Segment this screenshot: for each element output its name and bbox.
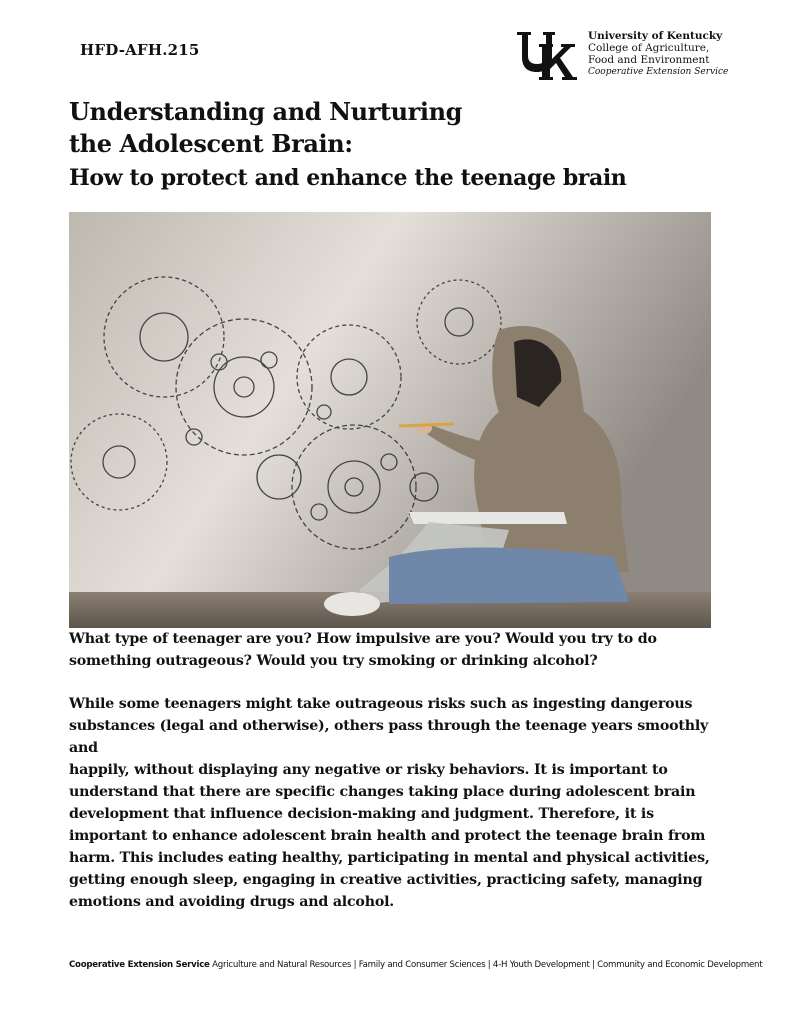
hero-photo (69, 212, 711, 628)
title-line-1: Understanding and Nurturing (69, 97, 463, 126)
intro-line: something outrageous? Would you try smoking or drinking alcohol? (69, 653, 598, 669)
footer-lead: Cooperative Extension Service (69, 960, 210, 970)
body-line: harm. This includes eating healthy, participating in mental and physical activities, (69, 850, 710, 866)
college-name (588, 30, 728, 78)
body-line: development that influence decision-making and judgment. Therefore, it is (69, 806, 654, 822)
body-paragraph (69, 693, 731, 913)
body-line: happily, without displaying any negative or risky behaviors. It is important to (69, 762, 668, 778)
body-line: While some teenagers might take outrageous risks such as ingesting dangerous (69, 696, 693, 712)
body-line: emotions and avoiding drugs and alcohol. (69, 894, 395, 910)
document-subtitle: How to protect and enhance the teenage brain (69, 165, 627, 191)
publication-code: HFD-AFH.215 (80, 41, 200, 59)
teen-drawing-gears-illustration (69, 212, 711, 628)
body-line: understand that there are specific changes taking place during adolescent brain (69, 784, 696, 800)
page-footer (69, 960, 763, 970)
document-title (69, 96, 462, 160)
uk-logo-mark (515, 30, 579, 82)
footer-program-areas: Agriculture and Natural Resources | Family and Consumer Sciences | 4-H Youth Development | Community and Economic Development (212, 960, 763, 970)
extension-service: Cooperative Extension Service (588, 67, 729, 77)
intro-line: What type of teenager are you? How impulsive are you? Would you try to do (69, 631, 657, 647)
college-line2: Food and Environment (588, 54, 710, 66)
body-line: substances (legal and otherwise), others pass through the teenage years smoothly and (69, 718, 709, 756)
college-line1: College of Agriculture, (588, 42, 710, 54)
university-name: University of Kentucky (588, 30, 723, 42)
uk-logo (515, 30, 730, 82)
body-line: important to enhance adolescent brain health and protect the teenage brain from (69, 828, 706, 844)
intro-paragraph (69, 628, 731, 672)
body-line: getting enough sleep, engaging in creative activities, practicing safety, managing (69, 872, 703, 888)
title-line-2: the Adolescent Brain: (69, 129, 353, 158)
